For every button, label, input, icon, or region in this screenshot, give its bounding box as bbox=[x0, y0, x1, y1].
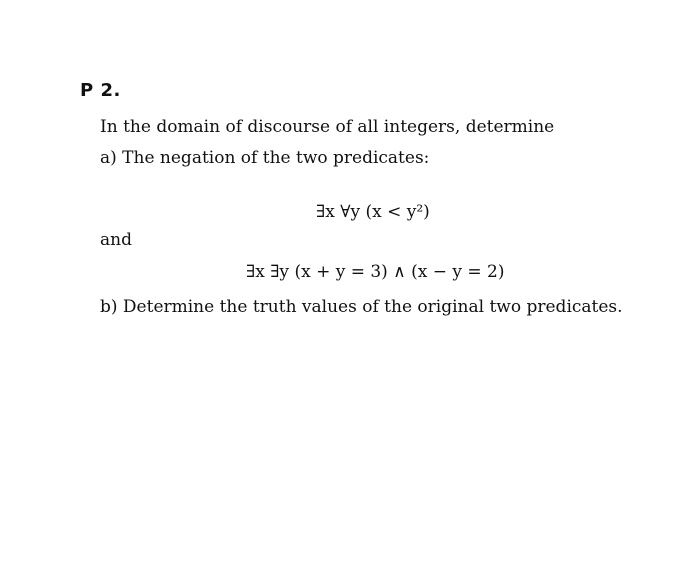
problem-label: P 2. bbox=[80, 80, 121, 101]
problem-intro: In the domain of discourse of all integers, determine bbox=[100, 117, 555, 137]
connector-and: and bbox=[100, 230, 132, 250]
part-b-text: b) Determine the truth values of the original two predicates. bbox=[100, 297, 623, 317]
formula-first-predicate: ∃x ∀y (x < y²) bbox=[316, 202, 430, 222]
part-a-text: a) The negation of the two predicates: bbox=[100, 148, 430, 168]
formula-second-predicate: ∃x ∃y (x + y = 3) ∧ (x − y = 2) bbox=[246, 262, 505, 282]
